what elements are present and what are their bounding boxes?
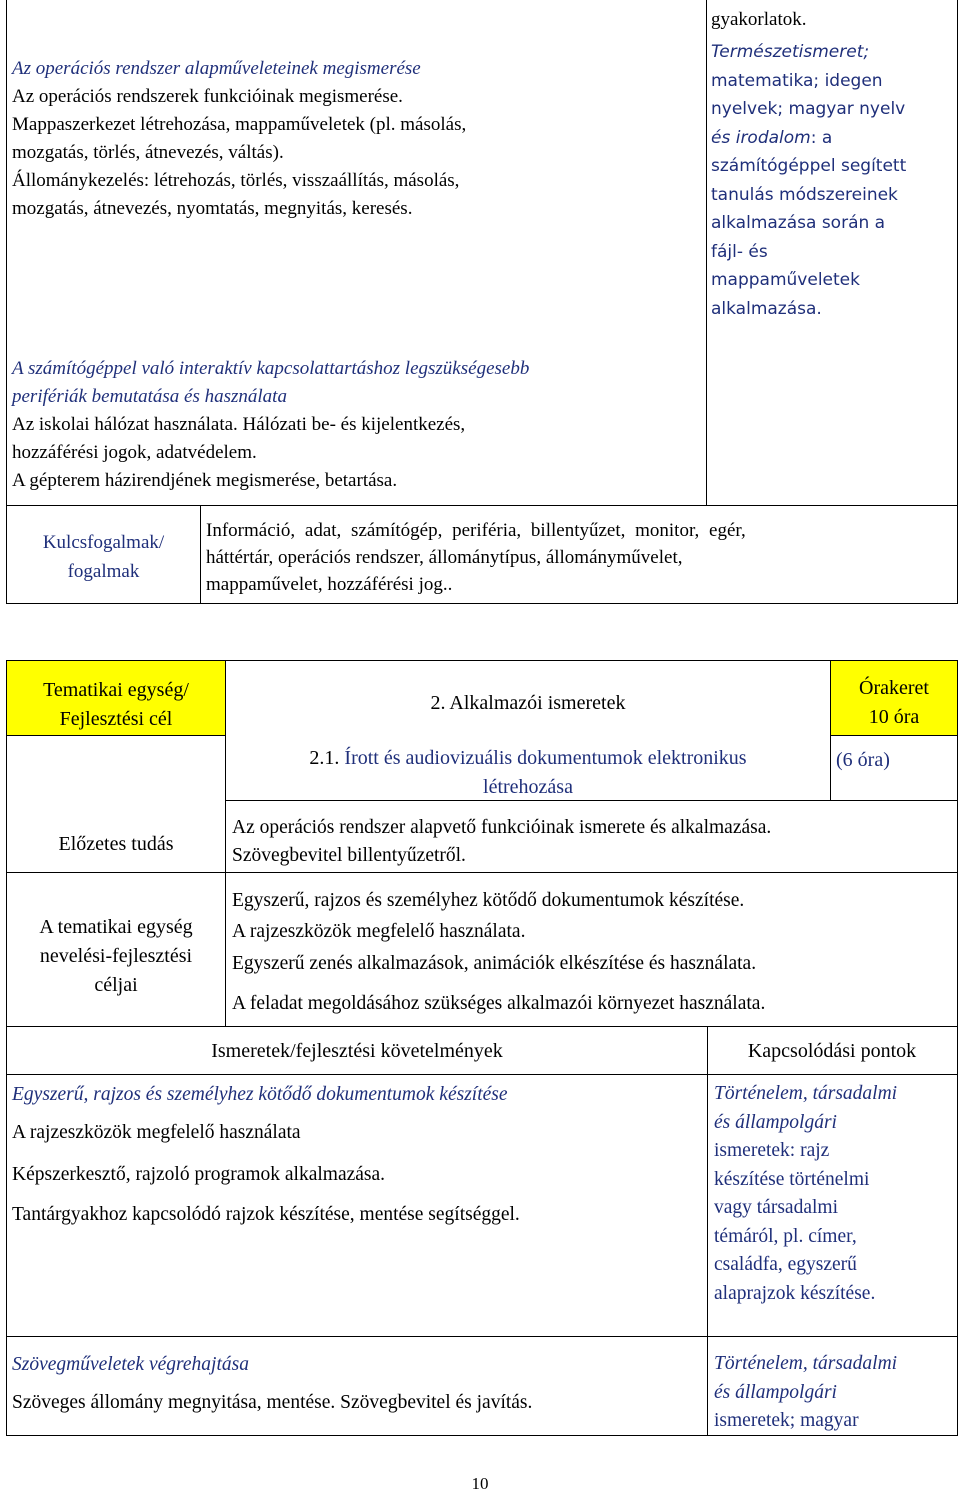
connection-points-cell xyxy=(711,0,955,323)
connections-header: Kapcsolódási pontok xyxy=(747,1040,917,1062)
prior-knowledge-text: Az operációs rendszer alapvető funkcióinak ismerete és alkalmazása. Szövegbevitel billentyűzetről. xyxy=(232,817,772,866)
requirements-header: Ismeretek/fejlesztési követelmények xyxy=(211,1040,503,1062)
learning-content-block-1 xyxy=(12,55,702,223)
goals-label: A tematikai egység nevelési-fejlesztési céljai xyxy=(39,916,193,996)
subunit-hours: (6 óra) xyxy=(836,749,890,771)
top-table xyxy=(6,0,958,604)
side-line: nyelvek; magyar nyelv xyxy=(711,99,906,119)
subunit-title: 2.1. Írott és audiovizuális dokumentumok elektronikus létrehozása xyxy=(309,747,747,798)
content-line: mozgatás, átnevezés, nyomtatás, megnyitás, keresés. xyxy=(12,198,413,219)
requirement-line: A rajzeszközök megfelelő használata xyxy=(12,1122,301,1143)
requirements-block-2 xyxy=(12,1350,702,1426)
side-subject-label: Természetismeret; xyxy=(711,42,870,62)
content-line: Az iskolai hálózat használata. Hálózati be- és kijelentkezés, xyxy=(12,414,466,435)
side-line: számítógéppel segített xyxy=(711,156,907,176)
hours-value: 10 óra xyxy=(868,706,920,728)
side-line-mixed: és irodalom: a xyxy=(711,127,833,148)
hours-label: Órakeret xyxy=(859,677,929,699)
requirements-block-1 xyxy=(12,1080,702,1236)
side-line: mappaműveletek xyxy=(711,270,860,290)
section-heading-os-basics: Az operációs rendszer alapműveleteinek megismerése xyxy=(12,58,421,79)
prior-knowledge-label: Előzetes tudás xyxy=(58,833,174,855)
content-line: A gépterem házirendjének megismerése, betartása. xyxy=(12,470,398,491)
goals-text: Egyszerű, rajzos és személyhez kötődő dokumentumok készítése. A rajzeszközök megfelelő használata. Egyszerű zenés alkalmazások, animációk elkészítése és használata. A feladat megoldásához szükséges alkalmazói környezet használata. xyxy=(232,890,766,1014)
content-line: Állománykezelés: létrehozás, törlés, visszaállítás, másolás, xyxy=(12,170,460,191)
side-line: alkalmazása során a xyxy=(711,213,886,233)
content-line: hozzáférési jogok, adatvédelem. xyxy=(12,442,257,463)
side-line: tanulás módszereinek xyxy=(711,184,898,205)
connections-block-2: Történelem, társadalmi és állampolgári ismeretek; magyar xyxy=(714,1353,898,1431)
requirement-heading: Egyszerű, rajzos és személyhez kötődő dokumentumok készítése xyxy=(12,1084,508,1105)
connections-block-1: Történelem, társadalmi és állampolgári ismeretek: rajz készítése történelmi vagy társadalmi témáról, pl. címer, családfa, egyszerű alaprajzok készítése. xyxy=(714,1083,898,1304)
page-number: 10 xyxy=(471,1474,489,1493)
side-top-text: gyakorlatok. xyxy=(711,9,807,30)
content-line: Az operációs rendszerek funkcióinak megismerése. xyxy=(12,86,403,107)
key-concepts-text: Információ, adat, számítógép, periféria, billentyűzet, monitor, egér, háttértár, operációs rendszer, állománytípus, állományművelet, mappaművelet, hozzáférési jog.. xyxy=(206,520,746,595)
section-heading-peripherals: A számítógéppel való interaktív kapcsolattartáshoz legszükségesebb xyxy=(12,358,530,379)
requirement-line: Képszerkesztő, rajzoló programok alkalmazása. xyxy=(12,1164,386,1185)
hours-box xyxy=(831,674,957,732)
side-line: fájl- és xyxy=(711,241,768,262)
requirement-heading: Szövegműveletek végrehajtása xyxy=(12,1354,249,1375)
unit-table xyxy=(6,660,958,1436)
section-heading-peripherals-cont: perifériák bemutatása és használata xyxy=(12,386,287,407)
requirement-line: Szöveges állomány megnyitása, mentése. Szövegbevitel és javítás. xyxy=(12,1392,533,1413)
content-line: Mappaszerkezet létrehozása, mappaműveletek (pl. másolás, xyxy=(12,114,467,135)
key-concepts-label: Kulcsfogalmak/ fogalmak xyxy=(42,532,165,582)
learning-content-block-2 xyxy=(12,355,702,495)
requirement-line: Tantárgyakhoz kapcsolódó rajzok készítése, mentése segítséggel. xyxy=(12,1204,520,1225)
content-line: mozgatás, törlés, átnevezés, váltás). xyxy=(12,142,284,163)
unit-header-label: Tematikai egység/ Fejlesztési cél xyxy=(43,679,189,730)
side-line: alkalmazása. xyxy=(711,298,822,319)
side-line: matematika; idegen xyxy=(711,70,883,91)
unit-title: 2. Alkalmazói ismeretek xyxy=(430,692,626,714)
